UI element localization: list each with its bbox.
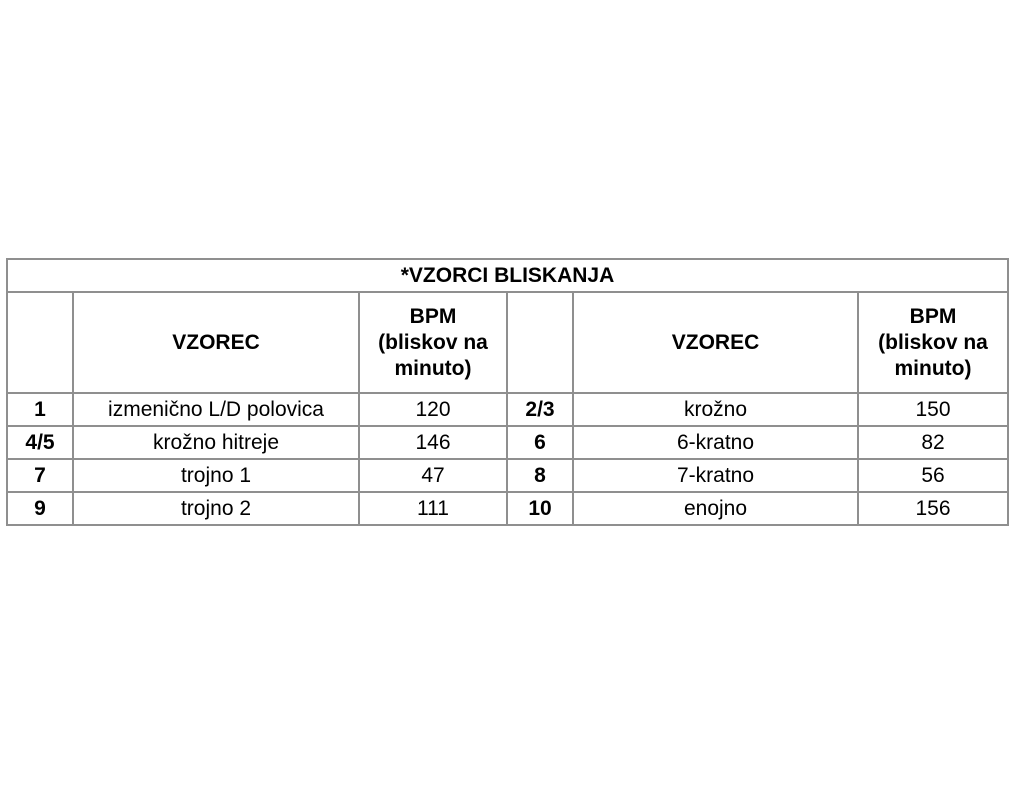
row-number-right: 6 (507, 426, 573, 459)
header-bpm-right-line1: BPM (909, 304, 957, 328)
flash-patterns-table (6, 258, 1009, 526)
row-pattern-left: krožno hitreje (73, 426, 359, 459)
row-pattern-right: enojno (573, 492, 858, 525)
header-bpm-line3: minuto) (394, 356, 472, 380)
row-bpm-left: 146 (359, 426, 507, 459)
row-bpm-left: 120 (359, 393, 507, 426)
header-pattern-right: VZOREC (573, 292, 858, 393)
row-pattern-right: krožno (573, 393, 858, 426)
row-pattern-right: 7-kratno (573, 459, 858, 492)
row-bpm-left: 47 (359, 459, 507, 492)
row-number-right: 2/3 (507, 393, 573, 426)
table-row (7, 459, 1008, 492)
row-number-left: 1 (7, 393, 73, 426)
header-bpm-left (359, 292, 507, 393)
row-number-left: 4/5 (7, 426, 73, 459)
header-bpm-line2: (bliskov na (378, 330, 488, 354)
table-title-row (7, 259, 1008, 292)
row-bpm-right: 156 (858, 492, 1008, 525)
row-bpm-right: 82 (858, 426, 1008, 459)
table-title: *VZORCI BLISKANJA (7, 259, 1008, 292)
header-bpm-right-line3: minuto) (894, 356, 972, 380)
row-bpm-right: 56 (858, 459, 1008, 492)
row-number-right: 8 (507, 459, 573, 492)
table-row (7, 393, 1008, 426)
table-row (7, 492, 1008, 525)
row-pattern-left: izmenično L/D polovica (73, 393, 359, 426)
row-bpm-left: 111 (359, 492, 507, 525)
row-number-left: 9 (7, 492, 73, 525)
table-row (7, 426, 1008, 459)
header-pattern-left: VZOREC (73, 292, 359, 393)
row-pattern-right: 6-kratno (573, 426, 858, 459)
header-number-left (7, 292, 73, 393)
row-pattern-left: trojno 1 (73, 459, 359, 492)
row-number-right: 10 (507, 492, 573, 525)
header-number-right (507, 292, 573, 393)
header-bpm-right (858, 292, 1008, 393)
header-bpm-line1: BPM (409, 304, 457, 328)
row-pattern-left: trojno 2 (73, 492, 359, 525)
row-number-left: 7 (7, 459, 73, 492)
header-bpm-right-line2: (bliskov na (878, 330, 988, 354)
table-header-row (7, 292, 1008, 393)
row-bpm-right: 150 (858, 393, 1008, 426)
